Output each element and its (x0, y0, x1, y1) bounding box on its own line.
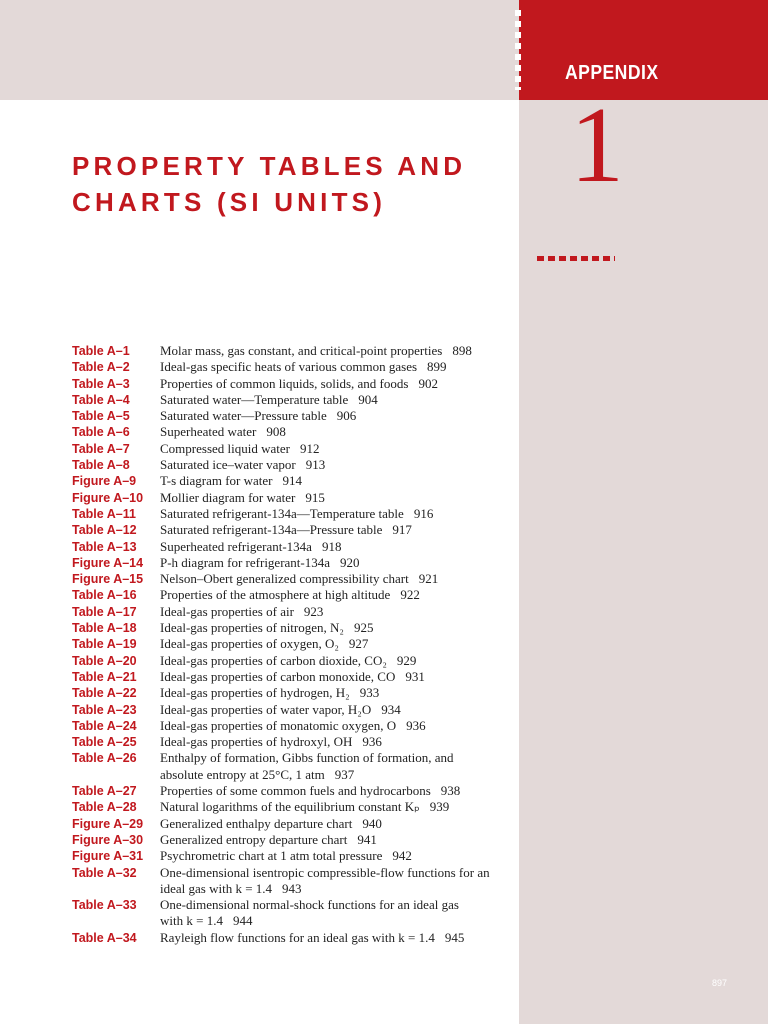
toc-entry-label: Table A–2 (72, 360, 130, 375)
toc-entry[interactable] (72, 506, 512, 522)
toc-entry[interactable] (72, 343, 512, 359)
page-title-line-1: PROPERTY TABLES AND (72, 151, 467, 181)
toc-entry-title-line: Saturated refrigerant-134a—Pressure table (160, 522, 383, 538)
toc-entry-title (160, 408, 356, 424)
toc-entry-title-line: Rayleigh flow functions for an ideal gas with k = 1.4 (160, 929, 435, 945)
toc-entry-title (160, 865, 490, 898)
toc-entry-page: 906 (336, 408, 357, 424)
toc-entry-title-line: Saturated water—Temperature table (160, 391, 349, 407)
toc-entry[interactable] (72, 865, 512, 898)
toc-entry[interactable] (72, 669, 512, 685)
toc-entry-page: 913 (305, 457, 326, 473)
toc-entry-title (160, 702, 401, 718)
toc-entry-title-line: Ideal-gas specific heats of various common gases (160, 359, 418, 375)
toc-entry-title-line: with k = 1.4 (160, 913, 223, 929)
toc-entry[interactable] (72, 816, 512, 832)
toc-entry[interactable] (72, 848, 512, 864)
toc-entry-label: Table A–5 (72, 409, 130, 424)
toc-entry-title (160, 506, 433, 522)
toc-entry-page: 940 (362, 815, 382, 831)
toc-entry-title-line: Properties of the atmosphere at high altitude (160, 587, 391, 603)
toc-entry-title-line: P-h diagram for refrigerant-134a (160, 554, 331, 570)
toc-entry-title-line: Saturated water—Pressure table (160, 408, 327, 424)
toc-entry[interactable] (72, 359, 512, 375)
page-title-line-2: CHARTS (SI UNITS) (72, 187, 387, 217)
toc-entry-title (160, 376, 438, 392)
toc-entry-title-line: Ideal-gas properties of air (160, 603, 294, 619)
toc-entry-title-line: Saturated ice–water vapor (160, 457, 296, 473)
toc-entry-label: Figure A–29 (72, 816, 144, 831)
toc-entry-title-line: Generalized enthalpy departure chart (160, 815, 353, 831)
toc-entry-title (160, 832, 377, 848)
toc-entry-page: 918 (321, 538, 342, 554)
toc-entry-page: 939 (429, 799, 450, 815)
toc-entry-title (160, 897, 459, 930)
toc-entry-page: 920 (340, 554, 360, 570)
toc-entry[interactable] (72, 750, 512, 783)
toc-entry-title-line: Ideal-gas properties of hydrogen, H₂ (160, 685, 350, 701)
toc-entry-label: Table A–26 (72, 751, 137, 766)
toc-entry-title-line: Ideal-gas properties of water vapor, H₂O (160, 701, 372, 717)
appendix-number: 1 (570, 86, 624, 205)
toc-entry-title (160, 669, 425, 685)
toc-entry-title (160, 587, 420, 603)
toc-entry-label: Table A–23 (72, 702, 137, 717)
toc-entry[interactable] (72, 473, 512, 489)
toc-entry-title (160, 392, 378, 408)
toc-entry-label: Table A–27 (72, 784, 137, 799)
toc-entry-page: 915 (305, 489, 325, 505)
toc-entry-title (160, 848, 412, 864)
toc-entry-title (160, 930, 464, 946)
toc-entry-page: 899 (427, 359, 447, 375)
toc-entry-title-line: Natural logarithms of the equilibrium constant Kₚ (160, 799, 420, 815)
toc-entry-title (160, 799, 449, 815)
toc-entry[interactable] (72, 636, 512, 652)
toc-entry-label: Table A–33 (72, 898, 137, 913)
toc-entry-label: Table A–4 (72, 392, 130, 407)
toc-entry-label: Table A–11 (72, 506, 136, 521)
toc-entry-page: 898 (452, 343, 472, 358)
toc-entry-page: 941 (357, 831, 377, 847)
toc-entry-label: Table A–12 (72, 523, 137, 538)
toc-entry-title-line: Superheated water (160, 424, 257, 440)
toc-entry-page: 937 (334, 766, 355, 782)
toc-entry-title (160, 490, 325, 506)
toc-entry-title (160, 604, 323, 620)
toc-entry[interactable] (72, 653, 512, 669)
toc-entry[interactable] (72, 685, 512, 701)
toc-entry-title (160, 441, 319, 457)
toc-entry-label: Table A–25 (72, 735, 137, 750)
toc-entry[interactable] (72, 702, 512, 718)
toc-entry-page: 917 (392, 522, 412, 538)
toc-entry-label: Table A–3 (72, 376, 130, 391)
toc-entry-label: Table A–17 (72, 604, 137, 619)
toc-entry-title-line: absolute entropy at 25°C, 1 atm (160, 766, 325, 782)
toc-entry-title-line: Ideal-gas properties of oxygen, O₂ (160, 636, 339, 652)
toc-entry-title (160, 718, 426, 734)
toc-entry-label: Table A–13 (72, 539, 137, 554)
toc-entry-title-line: Molar mass, gas constant, and critical-point properties (160, 343, 443, 358)
toc-entry[interactable] (72, 897, 512, 930)
toc-entry-title-line: Ideal-gas properties of monatomic oxygen, O (160, 717, 397, 733)
horizontal-dash-divider (537, 256, 615, 261)
toc-entry-page: 904 (358, 391, 378, 407)
toc-entry-label: Table A–6 (72, 425, 130, 440)
toc-entry-page: 944 (232, 913, 253, 929)
toc-entry-title-line: Ideal-gas properties of nitrogen, N₂ (160, 620, 344, 636)
toc-entry-page: 936 (406, 717, 426, 733)
toc-entry-title (160, 783, 460, 799)
toc-entry[interactable] (72, 718, 512, 734)
toc-entry-title-line: One-dimensional isentropic compressible-flow functions for an (160, 864, 490, 880)
toc-entry-title (160, 473, 302, 489)
toc-entry-page: 929 (396, 652, 417, 668)
toc-entry-title-line: Ideal-gas properties of hydroxyl, OH (160, 734, 353, 750)
toc-entry-title (160, 555, 360, 571)
toc-entry-page: 922 (400, 587, 420, 603)
toc-entry-label: Figure A–31 (72, 849, 144, 864)
toc-entry-page: 908 (266, 424, 286, 440)
toc-entry[interactable] (72, 408, 512, 424)
toc-entry-title (160, 343, 472, 359)
toc-entry-page: 945 (444, 929, 465, 945)
toc-entry-label: Table A–19 (72, 637, 137, 652)
page-title (72, 148, 466, 220)
side-panel (519, 0, 768, 1024)
toc-entry[interactable] (72, 457, 512, 473)
toc-entry-title (160, 522, 412, 538)
toc-entry[interactable] (72, 555, 512, 571)
toc-entry-title-line: Ideal-gas properties of carbon dioxide, CO₂ (160, 652, 387, 668)
toc-entry[interactable] (72, 441, 512, 457)
toc-entry-page: 934 (381, 701, 401, 717)
toc-entry-label: Figure A–14 (72, 555, 144, 570)
toc-entry-label: Table A–7 (72, 441, 130, 456)
toc-entry-title-line: Properties of some common fuels and hydrocarbons (160, 783, 431, 799)
toc-entry-title (160, 359, 447, 375)
toc-entry-title-line: Properties of common liquids, solids, and foods (160, 375, 409, 391)
toc-entry-title (160, 685, 379, 701)
toc-entry-page: 916 (413, 505, 434, 521)
toc-entry-title-line: Superheated refrigerant-134a (160, 538, 312, 554)
toc-entry[interactable] (72, 799, 512, 815)
toc-entry[interactable] (72, 930, 512, 946)
toc-entry[interactable] (72, 783, 512, 799)
toc-entry[interactable] (72, 490, 512, 506)
toc-entry-title-line: Ideal-gas properties of carbon monoxide, CO (160, 668, 396, 684)
toc-entry[interactable] (72, 392, 512, 408)
appendix-banner (519, 0, 768, 100)
toc-entry-page: 931 (405, 668, 425, 684)
toc-entry-title (160, 424, 286, 440)
toc-entry-title-line: One-dimensional normal-shock functions for an ideal gas (160, 897, 459, 913)
toc-entry-title (160, 620, 373, 636)
toc-entry-label: Table A–1 (72, 344, 130, 358)
toc-entry-page: 914 (282, 473, 303, 489)
toc-entry-label: Table A–28 (72, 800, 137, 815)
toc-entry-label: Table A–16 (72, 588, 137, 603)
toc-entry[interactable] (72, 734, 512, 750)
toc-entry[interactable] (72, 832, 512, 848)
toc-entry-title (160, 539, 341, 555)
toc-entry[interactable] (72, 376, 512, 392)
toc-entry-title-line: Mollier diagram for water (160, 489, 296, 505)
toc-entry-title-line: ideal gas with k = 1.4 (160, 880, 273, 896)
toc-entry-label: Table A–8 (72, 458, 130, 473)
page-number: 897 (712, 978, 728, 988)
toc-entry-page: 923 (303, 603, 324, 619)
toc-entry-label: Table A–22 (72, 686, 137, 701)
toc-entry-page: 943 (282, 880, 302, 896)
toc-entry-page: 927 (348, 636, 369, 652)
toc-entry-title (160, 571, 438, 587)
table-of-contents (72, 343, 512, 946)
toc-entry[interactable] (72, 522, 512, 538)
toc-entry-title (160, 457, 325, 473)
toc-entry-title (160, 734, 382, 750)
toc-entry-label: Table A–24 (72, 718, 137, 733)
toc-entry-title (160, 816, 382, 832)
toc-entry-title-line: Nelson–Obert generalized compressibility chart (160, 571, 409, 587)
toc-entry-label: Figure A–15 (72, 572, 144, 587)
appendix-label: APPENDIX (565, 62, 659, 84)
toc-entry-page: 938 (440, 783, 461, 799)
toc-entry[interactable] (72, 424, 512, 440)
toc-entry-title-line: T-s diagram for water (160, 473, 273, 489)
toc-entry[interactable] (72, 604, 512, 620)
toc-entry-label: Table A–21 (72, 669, 137, 684)
toc-entry-title (160, 653, 416, 669)
toc-entry-title-line: Enthalpy of formation, Gibbs function of formation, and (160, 750, 454, 766)
toc-entry-title (160, 636, 368, 652)
toc-entry-label: Figure A–30 (72, 832, 144, 847)
toc-entry-page: 942 (392, 848, 412, 864)
toc-entry-label: Table A–18 (72, 621, 137, 636)
toc-entry-page: 925 (353, 620, 374, 636)
toc-entry-title-line: Psychrometric chart at 1 atm total pressure (160, 848, 383, 864)
toc-entry-label: Figure A–9 (72, 474, 137, 489)
toc-entry-page: 936 (362, 734, 382, 750)
toc-entry[interactable] (72, 620, 512, 636)
toc-entry-page: 912 (299, 440, 320, 456)
toc-entry-label: Table A–20 (72, 653, 137, 668)
toc-entry[interactable] (72, 587, 512, 603)
toc-entry-page: 902 (418, 375, 438, 391)
toc-entry-label: Table A–32 (72, 865, 137, 880)
toc-entry-page: 933 (359, 685, 380, 701)
header-band (0, 0, 519, 100)
toc-entry[interactable] (72, 571, 512, 587)
toc-entry-title-line: Compressed liquid water (160, 440, 290, 456)
vertical-dash-divider (515, 10, 521, 90)
toc-entry[interactable] (72, 539, 512, 555)
toc-entry-title (160, 750, 454, 783)
toc-entry-label: Table A–34 (72, 930, 137, 945)
toc-entry-title-line: Saturated refrigerant-134a—Temperature table (160, 505, 404, 521)
toc-entry-page: 921 (418, 571, 439, 587)
toc-entry-label: Figure A–10 (72, 490, 144, 505)
toc-entry-title-line: Generalized entropy departure chart (160, 831, 348, 847)
